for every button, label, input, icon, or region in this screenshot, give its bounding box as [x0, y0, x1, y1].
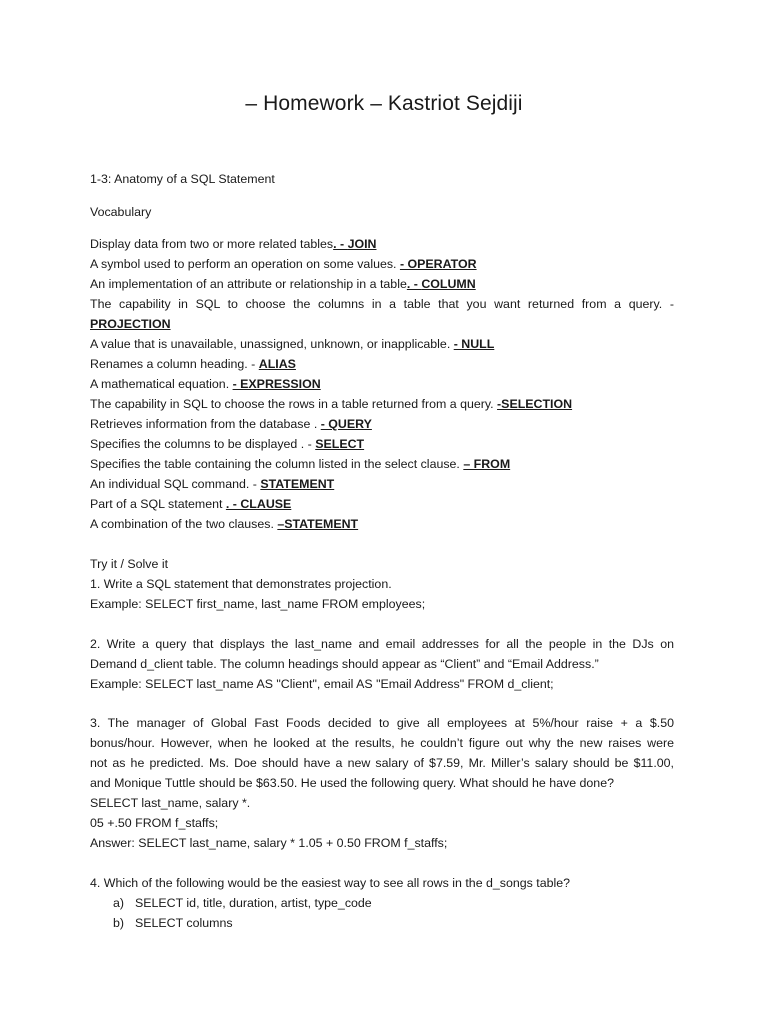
question-2-line: 2. Write a query that displays the last_name and email addresses for all the people in the DJs on	[90, 637, 674, 651]
vocab-definition: Renames a column heading. -	[90, 357, 259, 371]
try-it-heading: Try it / Solve it	[90, 557, 169, 571]
option-label: b)	[113, 916, 125, 930]
vocab-item	[90, 256, 674, 272]
option-text: SELECT id, title, duration, artist, type_code	[135, 896, 372, 910]
vocab-term: - NULL	[453, 337, 495, 351]
page-title: – Homework – Kastriot Sejdiji	[245, 92, 523, 115]
question-3-line: and Monique Tuttle should be $63.50. He used the following query. What should he have done?	[90, 776, 614, 790]
vocab-definition: A symbol used to perform an operation on some values.	[90, 257, 400, 271]
vocab-definition: Specifies the columns to be displayed . -	[90, 437, 316, 451]
question-3-answer: Answer: SELECT last_name, salary * 1.05 + 0.50 FROM f_staffs;	[90, 836, 448, 850]
vocab-definition: Retrieves information from the database .	[90, 417, 321, 431]
vocab-item: The capability in SQL to choose the columns in a table that you want returned from a query. -	[90, 297, 674, 311]
vocab-term: –STATEMENT	[277, 517, 359, 531]
vocab-item	[90, 336, 674, 352]
vocab-definition: A value that is unavailable, unassigned, unknown, or inapplicable.	[90, 337, 454, 351]
vocab-definition: A mathematical equation.	[90, 377, 233, 391]
vocab-term: STATEMENT	[260, 477, 335, 491]
question-4-option-a	[113, 895, 697, 911]
vocab-item	[90, 416, 674, 432]
option-text: SELECT columns	[135, 916, 233, 930]
vocab-item	[90, 436, 674, 452]
vocab-term: - QUERY	[320, 417, 372, 431]
vocab-term: . - COLUMN	[406, 277, 476, 291]
vocab-item	[90, 456, 674, 472]
vocab-item	[90, 276, 674, 292]
vocab-term: – FROM	[463, 457, 511, 471]
vocab-item-continued	[90, 316, 674, 332]
vocab-definition: Display data from two or more related tables	[90, 237, 334, 251]
vocab-term: -SELECTION	[497, 397, 573, 411]
option-label: a)	[113, 896, 125, 910]
question-4: 4. Which of the following would be the easiest way to see all rows in the d_songs table?	[90, 876, 571, 890]
vocab-definition: Specifies the table containing the column listed in the select clause.	[90, 457, 464, 471]
vocab-definition: Part of a SQL statement	[90, 497, 226, 511]
vocab-item	[90, 476, 674, 492]
vocabulary-heading: Vocabulary	[90, 205, 152, 219]
vocab-term: . - JOIN	[333, 237, 377, 251]
question-3-code: SELECT last_name, salary *.	[90, 796, 251, 810]
vocab-item	[90, 396, 674, 412]
question-2-line: Demand d_client table. The column headings should appear as “Client” and “Email Address.”	[90, 657, 599, 671]
vocab-term: PROJECTION	[90, 317, 171, 331]
question-3-line: 3. The manager of Global Fast Foods decided to give all employees at 5%/hour raise + a $.50	[90, 716, 674, 730]
vocab-definition: An implementation of an attribute or relationship in a table	[90, 277, 407, 291]
vocab-item	[90, 516, 674, 532]
question-1: 1. Write a SQL statement that demonstrates projection.	[90, 577, 392, 591]
question-3-code: 05 +.50 FROM f_staffs;	[90, 816, 219, 830]
vocab-definition: An individual SQL command. -	[90, 477, 261, 491]
question-1-example: Example: SELECT first_name, last_name FROM employees;	[90, 597, 426, 611]
vocab-item	[90, 496, 674, 512]
vocab-item	[90, 356, 674, 372]
question-3-line: bonus/hour. However, when he looked at the results, he couldn’t figure out why the new raises were	[90, 736, 674, 750]
section-heading: 1-3: Anatomy of a SQL Statement	[90, 172, 275, 186]
question-4-option-b	[113, 915, 697, 931]
vocab-term: SELECT	[315, 437, 365, 451]
vocab-term: - OPERATOR	[399, 257, 477, 271]
vocab-definition: A combination of the two clauses.	[90, 517, 278, 531]
vocab-term: - EXPRESSION	[232, 377, 321, 391]
question-3-line: not as he predicted. Ms. Doe should have a new salary of $7.59, Mr. Miller’s salary should be $11.00,	[90, 756, 674, 770]
vocab-definition: The capability in SQL to choose the rows in a table returned from a query.	[90, 397, 498, 411]
question-2-example: Example: SELECT last_name AS "Client", email AS "Email Address" FROM d_client;	[90, 677, 554, 691]
vocab-term: . - CLAUSE	[225, 497, 292, 511]
vocab-item	[90, 376, 674, 392]
vocab-item	[90, 236, 674, 252]
vocab-term: ALIAS	[258, 357, 296, 371]
